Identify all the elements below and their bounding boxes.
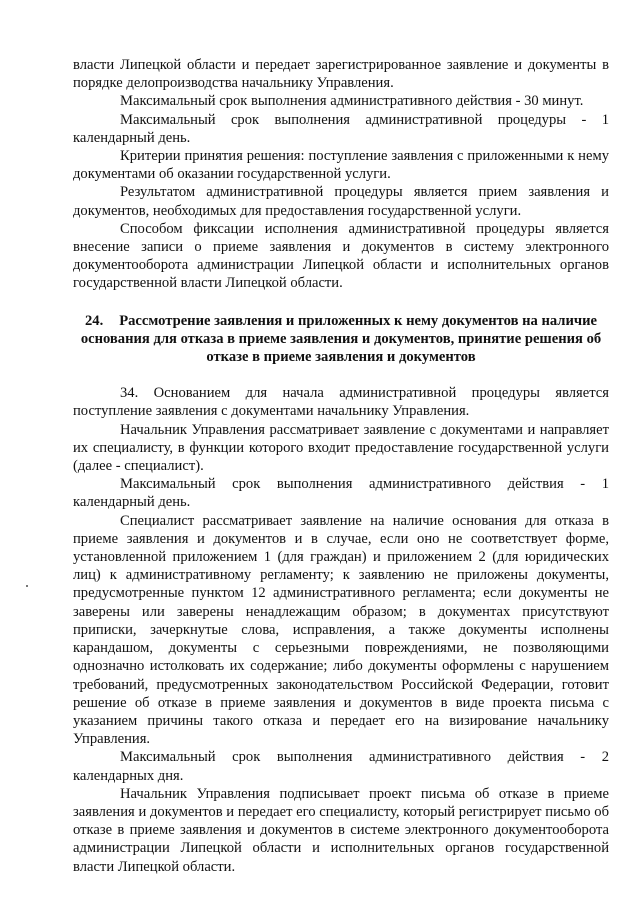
paragraph-procedure-result: Результатом административной процедуры является прием заявления и документов, необходимых для предоставления государственной услуги.: [73, 184, 609, 219]
spacer: [73, 293, 609, 312]
scan-speck: [26, 585, 28, 587]
spacer: [73, 366, 609, 384]
paragraph-refusal-letter: Начальник Управления подписывает проект письма об отказе в приеме заявления и документов и передает его специалисту, который регистрирует письмо об отказе в приеме заявления и документов в системе электронного документооборота администрации Липецкой области и исполнительных органов государственной власти Липецкой области.: [73, 785, 609, 875]
paragraph-specialist-review: Специалист рассматривает заявление на наличие основания для отказа в приеме заявления и документов и в случае, если оно не соответствует форме, установленной приложением 1 (для граждан) и приложением 2 (для юридических лиц) к административному регламенту; к заявлению не приложены документы, предусмотренные пунктом 12 административного регламента; если документы не заверены или заверены ненадлежащим образом; в документах присутствуют приписки, зачеркнутые слова, исправления, а также документы исполнены карандашом, документы с серьезными повреждениями, не позволяющими однозначно истолковать их содержание; либо документы оформлены с нарушением требований, предусмотренных законодательством Российской Федерации, готовит решение об отказе в приеме заявления и документов в виде проекта письма с указанием причины такого отказа и передает его на визирование начальнику Управления.: [73, 512, 609, 748]
paragraph-procedure-deadline: Максимальный срок выполнения административной процедуры - 1 календарный день.: [73, 111, 609, 146]
paragraph-clause-34: 34. Основанием для начала административной процедуры является поступление заявления с документами начальнику Управления.: [73, 385, 609, 420]
paragraph-head-review: Начальник Управления рассматривает заявление с документами и направляет их специалисту, в функции которого входит предоставление государственной услуги (далее - специалист).: [73, 421, 609, 475]
document-page: [73, 56, 609, 876]
paragraph-fixation-method: Способом фиксации исполнения административной процедуры является внесение записи о приеме заявления и документов в систему электронного документооборота администрации Липецкой области и исполнительных органов государственной власти Липецкой области.: [73, 220, 609, 292]
paragraph-action-deadline-3: Максимальный срок выполнения административного действия - 2 календарных дня.: [73, 749, 609, 784]
paragraph-action-deadline-2: Максимальный срок выполнения административного действия - 1 календарный день.: [73, 476, 609, 511]
paragraph-decision-criteria: Критерии принятия решения: поступление заявления с приложенными к нему документами об оказании государственной услуги.: [73, 148, 609, 183]
section-title: Рассмотрение заявления и приложенных к нему документов на наличие основания для отказа в приеме заявления и документов, принятие решения об отказе в приеме заявления и документов: [80, 312, 602, 366]
paragraph-continuation: власти Липецкой области и передает зарегистрированное заявление и документы в порядке делопроизводства начальнику Управления.: [73, 57, 609, 92]
section-heading: [73, 312, 609, 367]
paragraph-action-deadline: Максимальный срок выполнения административного действия - 30 минут.: [120, 93, 584, 110]
section-number: 24.: [84, 312, 104, 329]
